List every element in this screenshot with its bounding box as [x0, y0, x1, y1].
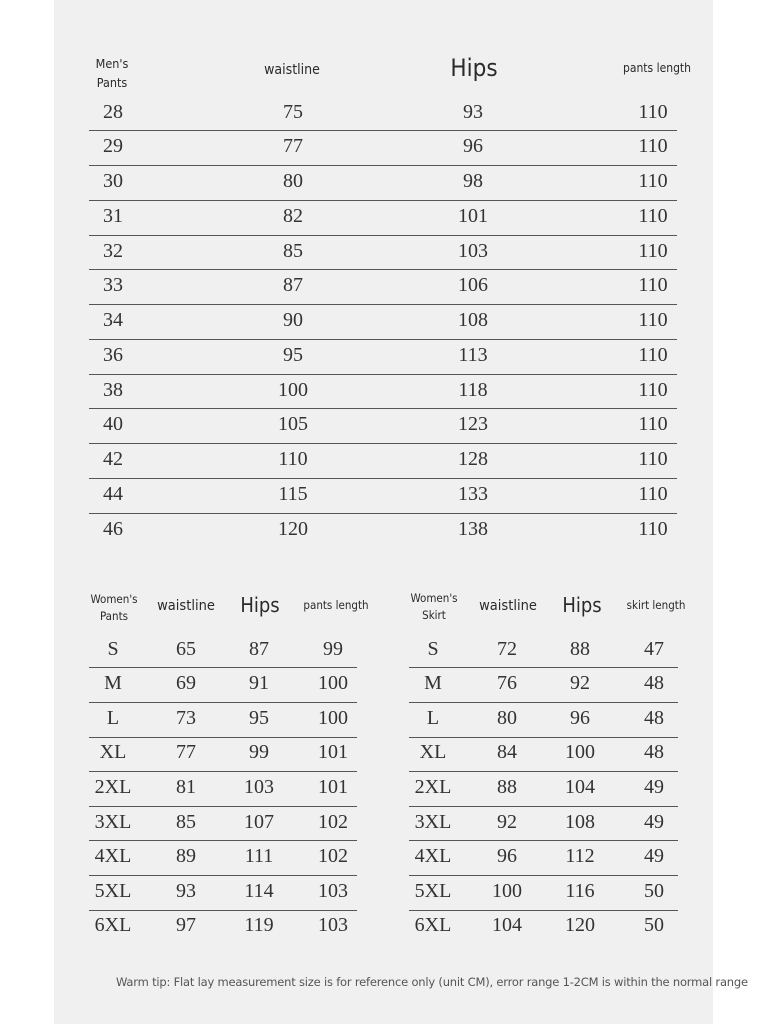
men-cell: 31 — [103, 204, 123, 227]
women-skirt-cell: 50 — [644, 914, 664, 937]
women-pants-cell: 85 — [176, 810, 196, 833]
women-skirt-cell: 49 — [644, 776, 664, 798]
men-cell: 110 — [638, 170, 668, 193]
row-divider — [89, 165, 677, 166]
row-divider — [409, 806, 678, 807]
men-cell: 82 — [283, 204, 303, 227]
men-cell: 29 — [103, 135, 123, 158]
women-pants-cell: 101 — [318, 776, 348, 798]
row-divider — [89, 702, 357, 703]
women-skirt-cell: 104 — [565, 776, 595, 798]
women-pants-cell: 5XL — [94, 879, 132, 902]
men-cell: 96 — [463, 135, 483, 158]
men-cell: 87 — [283, 274, 303, 297]
row-divider — [89, 875, 357, 876]
women-skirt-cell: 112 — [565, 845, 595, 868]
row-divider — [89, 840, 357, 841]
men-cell: 115 — [278, 482, 308, 505]
women-pants-header-hips: Hips — [240, 593, 280, 617]
men-cell: 98 — [463, 170, 483, 193]
men-cell: 110 — [638, 135, 668, 158]
women-skirt-cell: 72 — [497, 637, 517, 660]
men-cell: 93 — [463, 100, 483, 123]
women-skirt-cell: 49 — [644, 845, 664, 868]
women-pants-cell: 65 — [176, 637, 196, 660]
warm-tip-note: Warm tip: Flat lay measurement size is for reference only (unit CM), error range 1-2CM is within the normal range — [116, 975, 748, 989]
women-skirt-cell: 100 — [492, 879, 522, 902]
women-skirt-cell: 100 — [565, 741, 595, 764]
men-cell: 110 — [638, 239, 668, 262]
men-header-waistline: waistline — [264, 62, 320, 78]
men-cell: 110 — [638, 309, 668, 332]
men-cell: 85 — [283, 239, 303, 262]
women-pants-cell: 87 — [249, 637, 269, 660]
women-pants-cell: 97 — [176, 914, 196, 937]
women-pants-header-size: Women's Pants — [90, 592, 138, 623]
row-divider — [89, 806, 357, 807]
row-divider — [89, 667, 357, 668]
women-skirt-cell: 48 — [644, 672, 664, 695]
women-skirt-cell: 6XL — [414, 914, 452, 937]
men-cell: 110 — [638, 378, 668, 401]
women-skirt-cell: 48 — [644, 706, 664, 729]
men-cell: 110 — [638, 482, 668, 505]
row-divider — [89, 200, 677, 201]
women-pants-cell: 101 — [318, 741, 348, 764]
row-divider — [89, 910, 357, 911]
men-cell: 105 — [278, 413, 308, 436]
men-cell: 120 — [278, 517, 308, 540]
women-pants-cell: 95 — [249, 706, 269, 729]
women-skirt-cell: 50 — [644, 879, 664, 902]
row-divider — [89, 304, 677, 305]
men-header-hips: Hips — [450, 54, 498, 82]
row-divider — [409, 840, 678, 841]
women-pants-cell: 99 — [323, 637, 343, 660]
women-pants-cell: 77 — [176, 741, 196, 764]
row-divider — [89, 374, 677, 375]
women-skirt-header-waistline: waistline — [479, 598, 537, 614]
women-skirt-cell: 5XL — [414, 879, 452, 902]
women-pants-cell: L — [106, 706, 120, 729]
women-pants-cell: M — [104, 672, 122, 695]
women-pants-cell: 103 — [318, 914, 348, 937]
women-skirt-cell: 88 — [497, 776, 517, 798]
men-cell: 44 — [103, 482, 123, 505]
women-skirt-header-size: Women's Skirt — [410, 591, 458, 622]
women-skirt-cell: 4XL — [414, 845, 452, 868]
men-cell: 118 — [458, 378, 488, 401]
men-cell: 42 — [103, 448, 123, 471]
women-pants-cell: 102 — [318, 810, 348, 833]
row-divider — [89, 235, 677, 236]
men-cell: 110 — [638, 343, 668, 366]
men-cell: 95 — [283, 343, 303, 366]
women-pants-cell: 93 — [176, 879, 196, 902]
women-skirt-cell: 76 — [497, 672, 517, 695]
women-pants-cell: 6XL — [94, 914, 132, 937]
women-pants-cell: 103 — [244, 776, 274, 798]
women-skirt-cell: 84 — [497, 741, 517, 764]
women-skirt-cell: M — [424, 672, 442, 695]
men-cell: 133 — [458, 482, 488, 505]
row-divider — [89, 771, 357, 772]
men-cell: 110 — [638, 204, 668, 227]
women-skirt-cell: 48 — [644, 741, 664, 764]
women-pants-cell: S — [107, 637, 119, 660]
men-cell: 40 — [103, 413, 123, 436]
women-pants-cell: 81 — [176, 776, 196, 798]
men-cell: 123 — [458, 413, 488, 436]
women-pants-cell: 73 — [176, 706, 196, 729]
men-cell: 110 — [638, 413, 668, 436]
women-skirt-cell: 120 — [565, 914, 595, 937]
women-skirt-cell: 80 — [497, 706, 517, 729]
men-cell: 32 — [103, 239, 123, 262]
women-pants-cell: 114 — [244, 879, 274, 902]
women-skirt-cell: 3XL — [414, 810, 452, 833]
men-cell: 33 — [103, 274, 123, 297]
row-divider — [409, 667, 678, 668]
row-divider — [409, 875, 678, 876]
row-divider — [409, 910, 678, 911]
women-skirt-cell: 92 — [497, 810, 517, 833]
women-skirt-cell: 47 — [644, 637, 664, 660]
women-skirt-cell: 88 — [570, 637, 590, 660]
men-cell: 77 — [283, 135, 303, 158]
women-pants-cell: 102 — [318, 845, 348, 868]
men-cell: 110 — [638, 274, 668, 297]
men-cell: 100 — [278, 378, 308, 401]
women-pants-cell: 4XL — [94, 845, 132, 868]
men-cell: 34 — [103, 309, 123, 332]
women-pants-cell: 107 — [244, 810, 274, 833]
women-skirt-header-length: skirt length — [626, 598, 686, 612]
men-cell: 113 — [458, 343, 488, 366]
women-skirt-cell: 2XL — [414, 776, 452, 798]
row-divider — [89, 443, 677, 444]
women-pants-cell: 119 — [244, 914, 274, 937]
women-pants-cell: 2XL — [94, 776, 132, 798]
women-pants-cell: 89 — [176, 845, 196, 868]
men-cell: 110 — [638, 448, 668, 471]
women-skirt-cell: XL — [419, 741, 447, 764]
row-divider — [89, 478, 677, 479]
men-cell: 110 — [638, 517, 668, 540]
row-divider — [89, 130, 677, 131]
row-divider — [409, 737, 678, 738]
women-pants-cell: 3XL — [94, 810, 132, 833]
women-pants-cell: 100 — [318, 706, 348, 729]
women-skirt-cell: 96 — [570, 706, 590, 729]
men-header-size: Men's Pants — [95, 56, 129, 90]
women-pants-cell: 100 — [318, 672, 348, 695]
men-cell: 103 — [458, 239, 488, 262]
women-skirt-cell: 92 — [570, 672, 590, 695]
row-divider — [89, 408, 677, 409]
row-divider — [409, 702, 678, 703]
men-cell: 36 — [103, 343, 123, 366]
men-cell: 108 — [458, 309, 488, 332]
row-divider — [89, 513, 677, 514]
men-cell: 38 — [103, 378, 123, 401]
women-pants-cell: 69 — [176, 672, 196, 695]
women-skirt-cell: 116 — [565, 879, 595, 902]
row-divider — [409, 771, 678, 772]
women-pants-header-length: pants length — [303, 598, 369, 612]
men-header-pants-length: pants length — [622, 61, 691, 75]
men-cell: 128 — [458, 448, 488, 471]
women-skirt-cell: L — [426, 706, 440, 729]
women-skirt-cell: 104 — [492, 914, 522, 937]
women-pants-cell: 111 — [244, 845, 274, 868]
men-cell: 46 — [103, 517, 123, 540]
women-skirt-cell: 49 — [644, 810, 664, 833]
men-cell: 101 — [458, 204, 488, 227]
men-cell: 110 — [278, 448, 308, 471]
row-divider — [89, 339, 677, 340]
men-cell: 110 — [638, 100, 668, 123]
women-skirt-header-hips: Hips — [562, 593, 602, 617]
men-cell: 75 — [283, 100, 303, 123]
women-pants-cell: XL — [99, 741, 127, 764]
men-cell: 138 — [458, 517, 488, 540]
men-cell: 30 — [103, 170, 123, 193]
row-divider — [89, 269, 677, 270]
women-skirt-cell: 96 — [497, 845, 517, 868]
men-cell: 90 — [283, 309, 303, 332]
women-pants-cell: 99 — [249, 741, 269, 764]
men-cell: 106 — [458, 274, 488, 297]
women-pants-cell: 103 — [318, 879, 348, 902]
women-skirt-cell: S — [427, 637, 439, 660]
men-cell: 80 — [283, 170, 303, 193]
women-pants-cell: 91 — [249, 672, 269, 695]
men-cell: 28 — [103, 100, 123, 123]
row-divider — [89, 737, 357, 738]
women-skirt-cell: 108 — [565, 810, 595, 833]
women-pants-header-waistline: waistline — [157, 598, 215, 614]
